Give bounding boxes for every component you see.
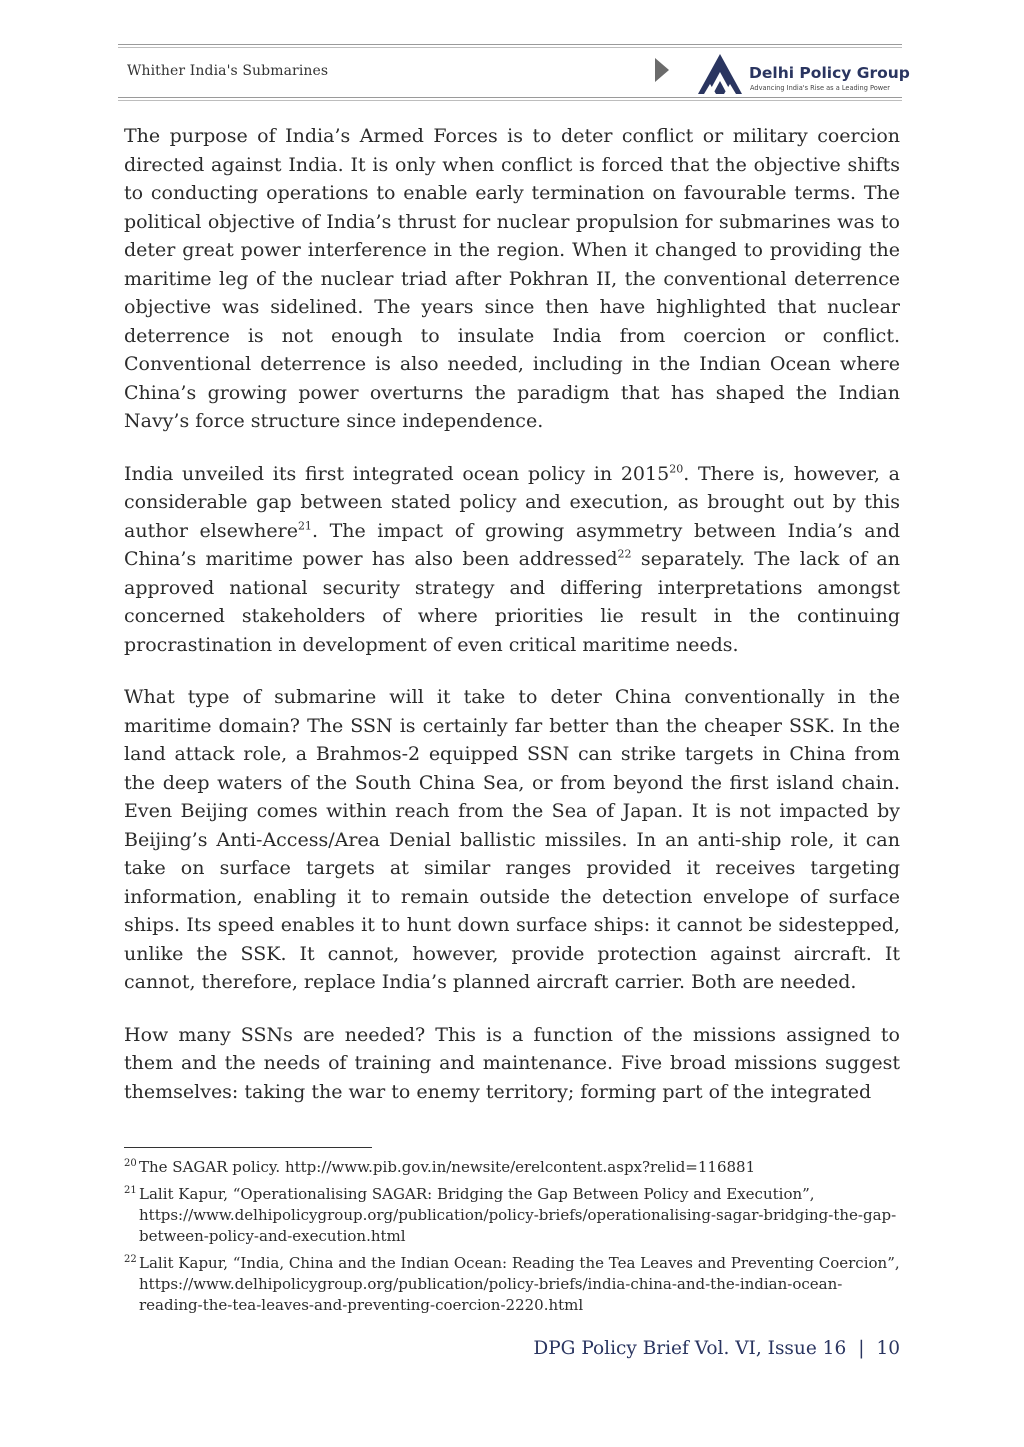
header-rule-bottom-inner	[118, 100, 902, 101]
body-text	[124, 122, 900, 1130]
footnote-ref-21[interactable]: 21	[297, 519, 312, 533]
footer-separator: |	[858, 1338, 865, 1359]
paragraph-2-text-c: . The impact of growing asymmetry between India’s and China’s maritime power has also been addressed	[124, 519, 900, 570]
publication-title: DPG Policy Brief Vol. VI, Issue 16	[533, 1338, 847, 1359]
footnote-text[interactable]: Lalit Kapur, “Operationalising SAGAR: Bridging the Gap Between Policy and Execution”, https://www.delhipolicygroup.org/publication/policy-briefs/operationalising-sagar-bridging-the-gap-between-policy-and-execution.html	[139, 1185, 897, 1245]
page-footer	[533, 1338, 900, 1359]
running-title: Whither India's Submarines	[127, 63, 329, 79]
footnote-number: 20	[124, 1158, 137, 1169]
header-rule-top-inner	[118, 47, 902, 48]
footnote-22	[124, 1253, 900, 1316]
page-number: 10	[876, 1338, 900, 1359]
paragraph-2-text-a: India unveiled its first integrated ocean policy in 2015	[124, 462, 670, 485]
footnote-ref-22[interactable]: 22	[617, 547, 632, 561]
footnote-text[interactable]: Lalit Kapur, “India, China and the Indian Ocean: Reading the Tea Leaves and Preventing Coercion”, https://www.delhipolicygroup.org/publication/policy-briefs/india-china-and-the-indian-ocean-reading-the-tea-leaves-and-preventing-coercion-2220.html	[139, 1254, 900, 1314]
logo-tagline: Advancing India's Rise as a Leading Power	[750, 84, 890, 92]
triangle-arrow-icon	[655, 58, 669, 82]
paragraph-4: How many SSNs are needed? This is a function of the missions assigned to them and the needs of training and maintenance. Five broad missions suggest themselves: taking the war to enemy territory; forming part of the integrated	[124, 1023, 900, 1103]
footnotes	[124, 1157, 900, 1322]
paragraph-2-text-d: separately. The lack of an approved national security strategy and differing interpretations amongst concerned stakeholders of where priorities lie result in the continuing procrastination in development of even critical maritime needs.	[124, 548, 900, 656]
footnote-20	[124, 1157, 900, 1178]
paragraph-2-text-b: . There is, however, a considerable gap between stated policy and execution, as brought out by this author elsewhere	[124, 462, 901, 542]
footnote-number: 21	[124, 1185, 137, 1196]
footnote-separator	[124, 1147, 372, 1148]
footnote-ref-20[interactable]: 20	[669, 462, 684, 476]
paragraph-1: The purpose of India’s Armed Forces is to deter conflict or military coercion directed against India. It is only when conflict is forced that the objective shifts to conducting operations to enable early termination on favourable terms. The political objective of India’s thrust for nuclear propulsion for submarines was to deter great power interference in the region. When it changed to providing the maritime leg of the nuclear triad after Pokhran II, the conventional deterrence objective was sidelined. The years since then have highlighted that nuclear deterrence is not enough to insulate India from coercion or conflict. Conventional deterrence is also needed, including in the Indian Ocean where China’s growing power overturns the paradigm that has shaped the Indian Navy’s force structure since independence.	[124, 125, 900, 432]
footnote-text[interactable]: The SAGAR policy. http://www.pib.gov.in/newsite/erelcontent.aspx?relid=116881	[139, 1158, 756, 1176]
header-rule-top	[118, 44, 902, 45]
logo-name: Delhi Policy Group	[749, 64, 910, 82]
footnote-number: 22	[124, 1254, 137, 1265]
paragraph-3: What type of submarine will it take to deter China conventionally in the maritime domain? The SSN is certainly far better than the cheaper SSK. In the land attack role, a Brahmos-2 equipped SSN can strike targets in China from the deep waters of the South China Sea, or from beyond the first island chain. Even Beijing comes within reach from the Sea of Japan. It is not impacted by Beijing’s Anti-Access/Area Denial ballistic missiles. In an anti-ship role, it can take on surface targets at similar ranges provided it receives targeting information, enabling it to remain outside the detection envelope of surface ships. Its speed enables it to hunt down surface ships: it cannot be sidestepped, unlike the SSK. It cannot, however, provide protection against aircraft. It cannot, therefore, replace India’s planned aircraft carrier. Both are needed.	[124, 686, 900, 993]
paragraph-2	[124, 460, 900, 660]
footnote-21	[124, 1184, 900, 1247]
header-rule-bottom	[118, 97, 902, 98]
delhi-policy-group-logo	[694, 50, 910, 96]
logo-mark-icon	[694, 50, 750, 96]
